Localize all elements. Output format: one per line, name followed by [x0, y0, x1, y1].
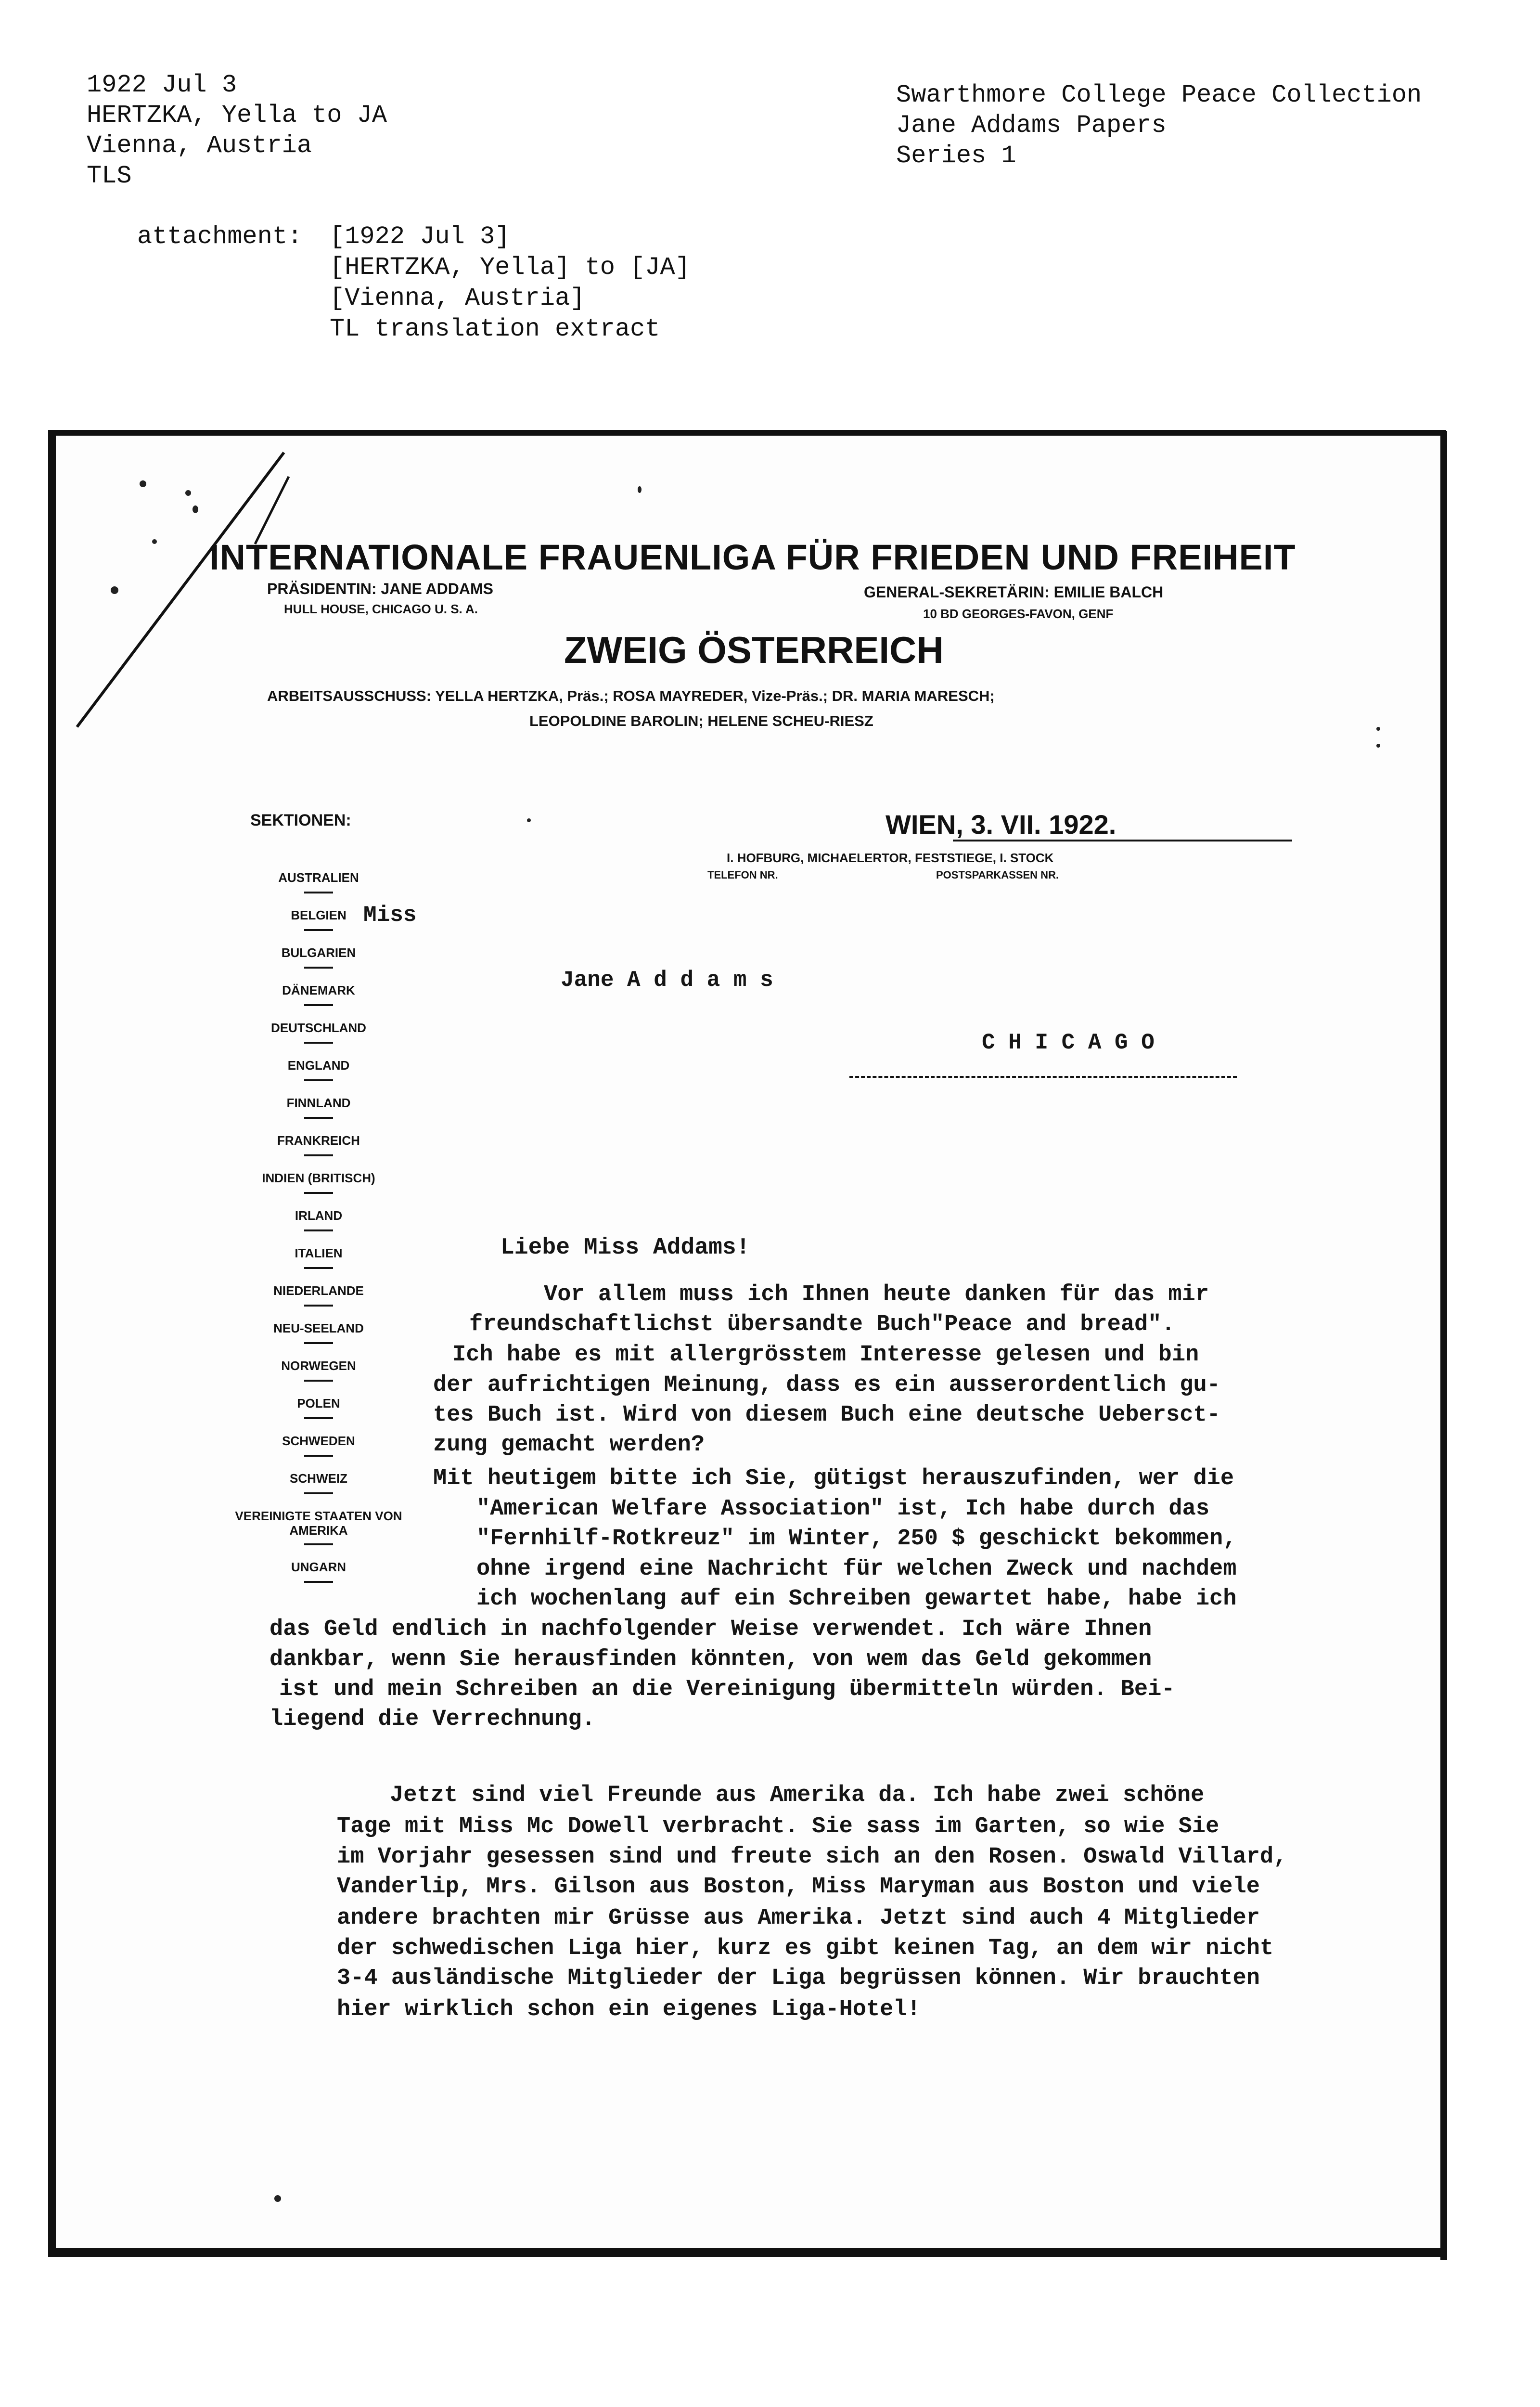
section-item: FINNLAND [286, 1096, 351, 1110]
section-divider [304, 929, 333, 931]
section-divider [304, 1342, 333, 1344]
scan-speck [192, 505, 198, 513]
letter-line: Mit heutigem bitte ich Sie, gütigst herauszufinden, wer die [433, 1466, 1234, 1491]
sections-heading: SEKTIONEN: [250, 811, 351, 829]
section-divider [304, 1117, 333, 1119]
section-divider [304, 1455, 333, 1457]
section-item: INDIEN (BRITISCH) [262, 1171, 375, 1185]
scan-speck [111, 586, 118, 594]
section-divider [304, 1492, 333, 1494]
section-item: ENGLAND [287, 1058, 350, 1073]
attachment-type: TL translation extract [330, 315, 660, 343]
section-divider [304, 967, 333, 969]
letter-line: ohne irgend eine Nachricht für welchen Zweck und nachdem [476, 1556, 1237, 1582]
letter-line: freundschaftlichst übersandte Buch"Peace and bread". [469, 1312, 1175, 1337]
section-divider [304, 1192, 333, 1194]
section-item: SCHWEDEN [282, 1434, 355, 1448]
recipient-city: C H I C A G O [982, 1030, 1155, 1055]
section-item: DÄNEMARK [282, 983, 355, 997]
letterhead-president: PRÄSIDENTIN: JANE ADDAMS [267, 580, 493, 597]
scan-speck [140, 480, 146, 487]
section-divider [304, 1042, 333, 1044]
section-divider [304, 892, 333, 893]
scan-border-right [1440, 431, 1447, 2260]
archive-correspondents: HERTZKA, Yella to JA [87, 101, 387, 129]
attachment-correspondents: [HERTZKA, Yella] to [JA] [330, 253, 690, 282]
attachment-details [330, 221, 690, 345]
section-item: FRANKREICH [277, 1133, 360, 1148]
archive-doc-type: TLS [87, 162, 132, 190]
scan-speck [185, 490, 191, 496]
letter-line: im Vorjahr gesessen sind und freute sich an den Rosen. Oswald Villard, [337, 1844, 1287, 1870]
scan-border-top [48, 430, 1446, 436]
section-divider [304, 1581, 333, 1583]
attachment-label: attachment: [137, 222, 303, 251]
section-item: BULGARIEN [281, 945, 356, 960]
place-date-text: WIEN, 3. VII. 1922. [886, 809, 1116, 840]
letterhead-committee-line2: LEOPOLDINE BAROLIN; HELENE SCHEU-RIESZ [529, 712, 873, 729]
place-date-underline [953, 840, 1292, 841]
letter-line: Vanderlip, Mrs. Gilson aus Boston, Miss Maryman aus Boston und viele [337, 1874, 1260, 1900]
letterhead-title: INTERNATIONALE FRAUENLIGA FÜR FRIEDEN UND FREIHEIT [209, 537, 1296, 577]
section-item: UNGARN [291, 1560, 346, 1574]
recipient-city-underline [849, 1076, 1237, 1078]
section-divider [304, 1004, 333, 1006]
place-date [886, 809, 1292, 840]
letter-line: andere brachten mir Grüsse aus Amerika. Jetzt sind auch 4 Mitglieder [337, 1905, 1260, 1931]
scan-border-left [48, 431, 56, 2255]
section-divider [304, 1543, 333, 1545]
scan-speck [1376, 744, 1380, 748]
letter-line: hier wirklich schon ein eigenes Liga-Hotel! [337, 1997, 921, 2022]
letter-line: der schwedischen Liga hier, kurz es gibt keinen Tag, an dem wir nicht [337, 1936, 1274, 1961]
letter-line: tes Buch ist. Wird von diesem Buch eine deutsche Uebersct- [433, 1402, 1220, 1428]
scan-speck [527, 818, 531, 822]
archive-series: Series 1 [896, 142, 1016, 170]
letter-line: liegend die Verrechnung. [270, 1707, 595, 1732]
letter-line: Jetzt sind viel Freunde aus Amerika da. Ich habe zwei schöne [390, 1783, 1205, 1808]
letterhead-committee-line1: ARBEITSAUSSCHUSS: YELLA HERTZKA, Präs.; ROSA MAYREDER, Vize-Präs.; DR. MARIA MARESCH; [267, 687, 995, 704]
attachment-date: [1922 Jul 3] [330, 222, 510, 251]
archive-header-left [87, 70, 387, 191]
letterhead-secretary: GENERAL-SEKRETÄRIN: EMILIE BALCH [864, 583, 1164, 601]
scan-speck [152, 539, 157, 544]
archive-collection: Swarthmore College Peace Collection [896, 81, 1422, 109]
attachment-block [137, 221, 302, 252]
telefon-label: TELEFON NR. [707, 869, 778, 881]
archive-date: 1922 Jul 3 [87, 71, 237, 99]
office-address: I. HOFBURG, MICHAELERTOR, FESTSTIEGE, I. STOCK [727, 851, 1054, 865]
section-item: NIEDERLANDE [273, 1283, 364, 1298]
section-divider [304, 1267, 333, 1269]
section-divider [304, 1229, 333, 1231]
scan-border-bottom [48, 2248, 1446, 2257]
letter-line: zung gemacht werden? [433, 1432, 705, 1458]
postsparkassen-label: POSTSPARKASSEN NR. [936, 869, 1059, 881]
section-item: BELGIEN [291, 908, 346, 922]
letter-line: das Geld endlich in nachfolgender Weise verwendet. Ich wäre Ihnen [270, 1617, 1152, 1642]
recipient-prefix: Miss [363, 903, 417, 928]
section-item: NORWEGEN [281, 1359, 356, 1373]
letter-line: Vor allem muss ich Ihnen heute danken für das mir [544, 1282, 1209, 1307]
section-item: DEUTSCHLAND [271, 1021, 366, 1035]
archive-place: Vienna, Austria [87, 131, 312, 160]
archive-header-right [896, 80, 1422, 171]
letter-line: Tage mit Miss Mc Dowell verbracht. Sie sass im Garten, so wie Sie [337, 1814, 1219, 1839]
letter-line: "American Welfare Association" ist, Ich habe durch das [476, 1496, 1210, 1522]
letter-line: ist und mein Schreiben an die Vereinigung übermitteln würden. Bei- [279, 1677, 1175, 1702]
section-item: ITALIEN [295, 1246, 343, 1260]
letterhead-president-address: HULL HOUSE, CHICAGO U. S. A. [284, 602, 478, 616]
section-item: VEREINIGTE STAATEN VON AMERIKA [235, 1509, 402, 1538]
letter-line: "Fernhilf-Rotkreuz" im Winter, 250 $ geschickt bekommen, [476, 1526, 1237, 1552]
section-item: NEU-SEELAND [273, 1321, 364, 1335]
section-divider [304, 1154, 333, 1156]
section-divider [304, 1079, 333, 1081]
recipient-name: Jane A d d a m s [561, 968, 773, 993]
letterhead-branch: ZWEIG ÖSTERREICH [564, 629, 944, 671]
salutation: Liebe Miss Addams! [500, 1235, 750, 1261]
letter-line: der aufrichtigen Meinung, dass es ein ausserordentlich gu- [433, 1372, 1220, 1398]
letterhead-secretary-address: 10 BD GEORGES-FAVON, GENF [923, 607, 1114, 621]
section-divider [304, 1305, 333, 1307]
letter-line: 3-4 ausländische Mitglieder der Liga begrüssen können. Wir brauchten [337, 1966, 1260, 1991]
attachment-place: [Vienna, Austria] [330, 284, 585, 312]
scan-speck [1376, 727, 1380, 731]
section-item: AUSTRALIEN [278, 870, 359, 885]
section-item: IRLAND [295, 1208, 343, 1223]
section-item: POLEN [297, 1396, 340, 1411]
section-divider [304, 1417, 333, 1419]
section-item: SCHWEIZ [290, 1471, 347, 1486]
scan-speck [638, 486, 642, 493]
letter-line: dankbar, wenn Sie herausfinden könnten, von wem das Geld gekommen [270, 1647, 1152, 1672]
section-divider [304, 1380, 333, 1382]
letter-line: ich wochenlang auf ein Schreiben gewartet habe, habe ich [476, 1586, 1237, 1612]
scan-speck [274, 2195, 281, 2202]
letter-line: Ich habe es mit allergrösstem Interesse gelesen und bin [452, 1342, 1199, 1368]
archive-papers: Jane Addams Papers [896, 111, 1167, 140]
